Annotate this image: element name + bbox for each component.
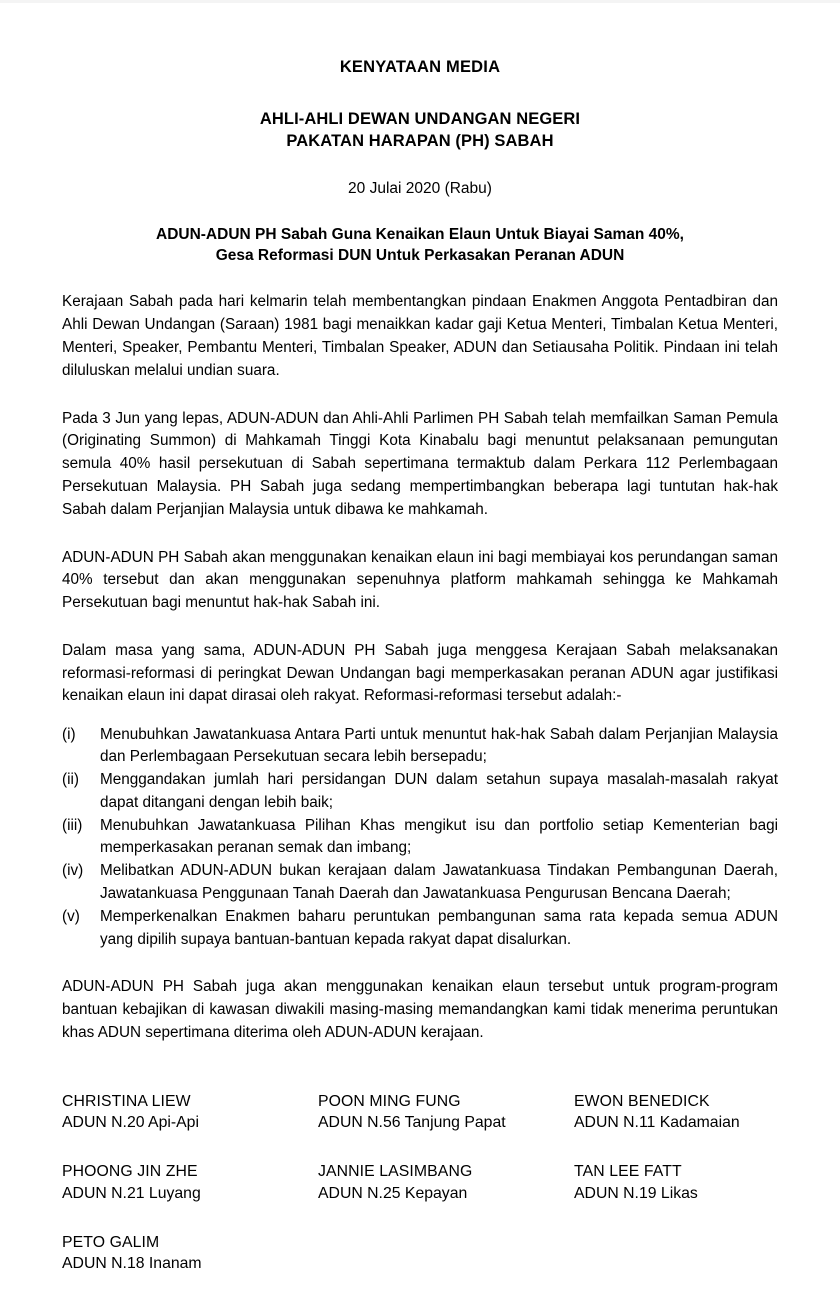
list-item-marker: (iv) [62, 862, 84, 880]
list-item-text: Menubuhkan Jawatankuasa Antara Parti untuk menuntut hak-hak Sabah dalam Perjanjian Malaysia dan Perlembagaan Persekutuan secara lebih bersepadu; [100, 725, 778, 766]
list-item [62, 860, 778, 906]
headline-line-2: Gesa Reformasi DUN Untuk Perkasakan Peranan ADUN [215, 246, 625, 264]
body-paragraph-3: ADUN-ADUN PH Sabah akan menggunakan kenaikan elaun ini bagi membiayai kos perundangan saman 40% tersebut dan akan menggunakan sepenuhnya platform mahkamah sehingga ke Mahkamah Persekutuan bagi menuntut hak-hak Sabah ini. [62, 548, 778, 612]
signatory-name: POON MING FUNG [318, 1092, 461, 1110]
signatory-seat: ADUN N.11 Kadamaian [574, 1113, 740, 1131]
list-item-text: Menggandakan jumlah hari persidangan DUN dalam setahun supaya masalah-masalah rakyat dapat ditangani dengan lebih baik; [100, 771, 778, 811]
signature-block [62, 1091, 778, 1275]
signatory-seat: ADUN N.18 Inanam [62, 1255, 202, 1273]
organization-line-2: PAKATAN HARAPAN (PH) SABAH [286, 131, 554, 150]
headline-line-1: ADUN-ADUN PH Sabah Guna Kenaikan Elaun Untuk Biayai Saman 40%, [156, 225, 684, 243]
signatory [318, 1091, 574, 1134]
document-content [62, 0, 778, 1303]
list-item-text: Memperkenalkan Enakmen baharu peruntukan pembangunan sama rata kepada semua ADUN yang dipilih supaya bantuan-bantuan kepada rakyat dapat disalurkan. [100, 907, 778, 948]
list-item-marker: (iii) [62, 816, 83, 834]
signatory-seat: ADUN N.56 Tanjung Papat [318, 1113, 506, 1131]
organization-line-1: AHLI-AHLI DEWAN UNDANGAN NEGERI [259, 109, 581, 128]
signature-row [62, 1232, 778, 1275]
list-item [62, 724, 778, 770]
list-item-marker: (v) [62, 907, 80, 925]
signature-row [62, 1161, 778, 1204]
signatory-seat: ADUN N.21 Luyang [62, 1184, 201, 1202]
body-paragraph-2: Pada 3 Jun yang lepas, ADUN-ADUN dan Ahli-Ahli Parlimen PH Sabah telah memfailkan Saman Pemula (Originating Summon) di Mahkamah Tinggi Kota Kinabalu bagi menuntut pelaksanaan pemungutan semula 40% hasil persekutuan di Sabah sepertimana termaktub dalam Perkara 112 Perlembagaan Persekutuan Malaysia. PH Sabah juga sedang mempertimbangkan beberapa lagi tuntutan hak-hak Sabah dalam Perjanjian Malaysia untuk dibawa ke mahkamah. [62, 409, 778, 518]
list-item-text: Melibatkan ADUN-ADUN bukan kerajaan dalam Jawatankuasa Tindakan Pembangunan Daerah, Jawatankuasa Penggunaan Tanah Daerah dan Jawatankuasa Pengurusan Bencana Daerah; [100, 862, 778, 902]
list-item-marker: (ii) [62, 771, 79, 789]
signatory-name: JANNIE LASIMBANG [318, 1163, 473, 1181]
signatory-seat: ADUN N.20 Api-Api [62, 1113, 199, 1131]
list-item-text: Menubuhkan Jawatankuasa Pilihan Khas mengikut isu dan portfolio setiap Kementerian bagi memperkasakan peranan semak dan imbang; [100, 816, 778, 857]
body-paragraph-5: ADUN-ADUN PH Sabah juga akan menggunakan kenaikan elaun tersebut untuk program-program bantuan kebajikan di kawasan diwakili masing-masing memandangkan kami tidak menerima peruntukan khas ADUN sepertimana diterima oleh ADUN-ADUN kerajaan. [62, 978, 778, 1041]
organization-heading [62, 109, 778, 153]
headline [62, 225, 778, 267]
signatory [574, 1091, 778, 1134]
document-date: 20 Julai 2020 (Rabu) [348, 179, 492, 197]
list-item [62, 906, 778, 952]
signatory [318, 1161, 574, 1204]
body-paragraph-4: Dalam masa yang sama, ADUN-ADUN PH Sabah juga menggesa Kerajaan Sabah melaksanakan reformasi-reformasi di peringkat Dewan Undangan bagi memperkasakan peranan ADUN agar justifikasi kenaikan elaun ini dapat dirasai oleh rakyat. Reformasi-reformasi tersebut adalah:- [62, 641, 778, 705]
reform-list [62, 724, 778, 952]
signatory [62, 1091, 318, 1134]
signatory-name: PHOONG JIN ZHE [62, 1163, 198, 1181]
signatory [574, 1161, 778, 1204]
signatory-name: TAN LEE FATT [574, 1163, 682, 1181]
body-paragraph-1: Kerajaan Sabah pada hari kelmarin telah membentangkan pindaan Enakmen Anggota Pentadbiran dan Ahli Dewan Undangan (Saraan) 1981 bagi menaikkan kadar gaji Ketua Menteri, Timbalan Ketua Menteri, Menteri, Speaker, Pembantu Menteri, Timbalan Speaker, ADUN dan Setiausaha Politik. Pindaan ini telah diluluskan melalui undian suara. [62, 293, 778, 379]
signatory-seat: ADUN N.25 Kepayan [318, 1184, 468, 1202]
list-item [62, 769, 778, 815]
list-item [62, 815, 778, 861]
signatory-name: PETO GALIM [62, 1233, 160, 1251]
signature-row [62, 1091, 778, 1134]
list-item-marker: (i) [62, 725, 76, 743]
signatory-name: EWON BENEDICK [574, 1092, 710, 1110]
page-title: KENYATAAN MEDIA [339, 58, 501, 76]
signatory [62, 1161, 318, 1204]
signatory-seat: ADUN N.19 Likas [574, 1184, 698, 1202]
signatory [62, 1232, 318, 1275]
signatory-name: CHRISTINA LIEW [62, 1092, 191, 1110]
